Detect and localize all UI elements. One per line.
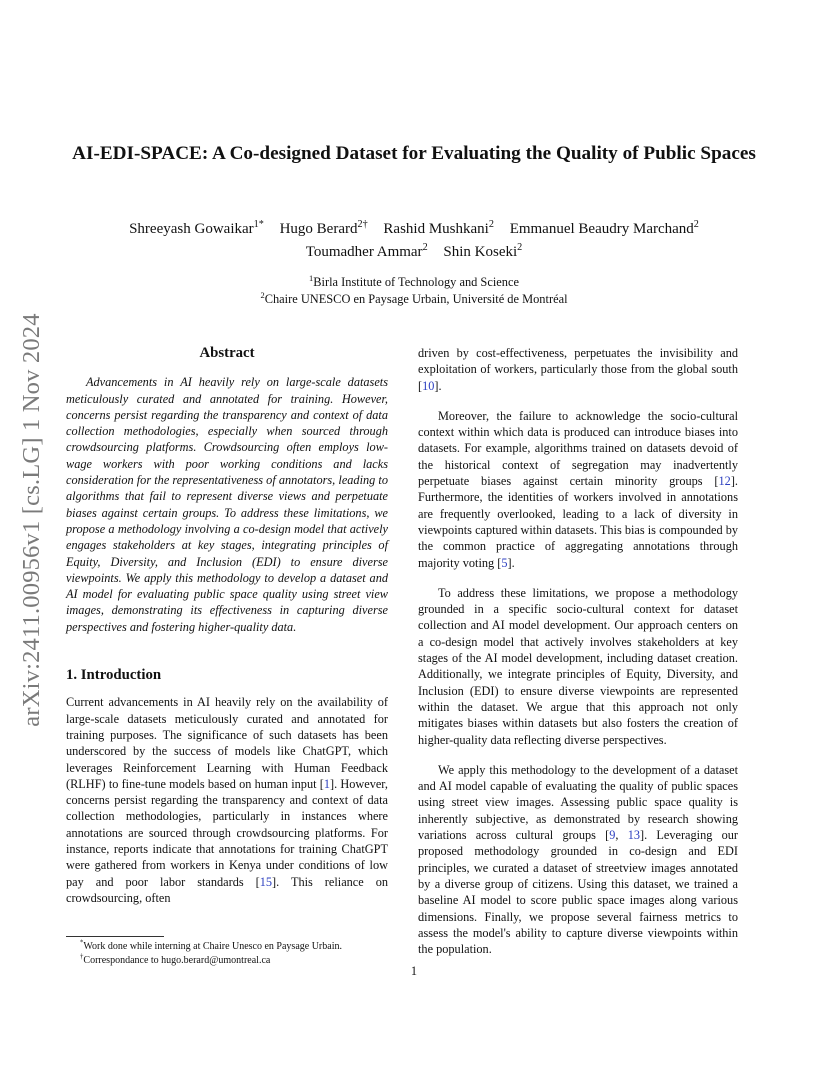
author-list: [70, 218, 758, 264]
citation-link[interactable]: 10: [422, 378, 435, 393]
author-affiliation-mark: 2: [693, 219, 699, 230]
author: [510, 221, 699, 237]
body-paragraph: To address these limitations, we propose a methodology grounded in a specific socio-cultural context for dataset collection and AI model development. Our approach centers on a co-design model that actively involves stakeholders at key stages of the AI model development, including dataset creation. Additionally, we integrate principles of Equity, Diversity, and Inclusion (EDI) to ensure diverse viewpoints are represented within the dataset. We argue that this approach not only mitigates biases within datasets but also fosters the creation of higher-quality data reflecting diverse perspectives.: [418, 585, 738, 747]
citation-link[interactable]: 9: [609, 828, 616, 843]
author-name: Emmanuel Beaudry Marchand: [509, 221, 694, 237]
introduction-heading: 1. Introduction: [66, 667, 162, 684]
affiliation: [70, 274, 758, 291]
abstract-text: Advancements in AI heavily rely on large-scale datasets meticulously curated and annotated for training. However, concerns persist regarding the transparency and context of data collection methodologies, especially when sourced through crowdsourcing platforms. Crowdsourcing often employs low-wage workers with poor working conditions and lacks consideration for the representativeness of annotators, leading to algorithms that fail to represent diverse views and perpetuate biases against certain groups. To address these limitations, we propose a methodology involving a co-design model that actively engages stakeholders at key stages, integrating principles of Equity, Diversity, and Inclusion (EDI) to ensure diverse viewpoints. We apply this methodology to develop a dataset and AI model for evaluating public space quality using street view images, demonstrating its effectiveness in capturing diverse perspectives and fostering higher-quality data.: [66, 375, 388, 634]
body-paragraph: [418, 345, 738, 394]
footnote-mark: †: [80, 953, 84, 961]
author-name: Shin Koseki: [443, 244, 518, 260]
paragraph-text: ,: [615, 828, 628, 843]
author-affiliation-mark: 2: [488, 219, 494, 230]
paragraph-text: ].: [434, 378, 442, 393]
body-paragraph: [418, 408, 738, 571]
citation-link[interactable]: 15: [259, 874, 273, 889]
paragraph-text: ]. Furthermore, the identities of workers involved in annotations are frequently overlooked, leading to a lack of diversity in viewpoints captured within datasets. This bias is compounded by the common practice of aggregating annotations through majority voting [: [418, 474, 738, 570]
footnote-text: Work done while interning at Chaire Unesco en Paysage Urbain.: [83, 941, 342, 952]
affiliation: [70, 291, 758, 308]
affiliation-list: [70, 274, 758, 308]
author-affiliation-mark: 2: [422, 242, 428, 253]
author: [443, 244, 522, 260]
author: [129, 221, 264, 237]
right-column: [418, 345, 738, 971]
footnotes: [80, 940, 400, 967]
citation-link[interactable]: 13: [627, 828, 640, 843]
paragraph-text: ].: [507, 555, 515, 570]
author-affiliation-mark: 1*: [253, 219, 264, 230]
affiliation-text: Chaire UNESCO en Paysage Urbain, Université de Montréal: [264, 292, 568, 306]
paragraph-text: ]. However, concerns persist regarding the transparency and context of data collection methodologies, particularly in instances where annotations are sourced through crowdsourcing platforms. For instance, reports indicate that annotations for training ChatGPT were gathered from workers in Kenya under conditions of low pay and poor labor standards [: [66, 776, 388, 889]
paper-title: AI-EDI-SPACE: A Co-designed Dataset for Evaluating the Quality of Public Spaces: [72, 143, 756, 164]
paragraph-text: Moreover, the failure to acknowledge the socio-cultural context within which data is produced can introduce biases into datasets. For example, algorithms trained on datasets devoid of the historical context of segregation may inadvertently perpetuate biases against certain minority groups [: [418, 408, 738, 489]
abstract-heading: Abstract: [199, 345, 255, 361]
paragraph-text: driven by cost-effectiveness, perpetuates the invisibility and exploitation of workers, particularly those from the global south [: [418, 346, 738, 393]
author-name: Hugo Berard: [279, 221, 358, 237]
author-affiliation-mark: 2†: [357, 219, 368, 230]
affiliation-text: Birla Institute of Technology and Science: [313, 275, 519, 289]
paragraph-text: ]. This reliance on crowdsourcing, often: [66, 874, 388, 905]
footnote: [80, 940, 400, 954]
citation-link[interactable]: 12: [718, 474, 731, 489]
arxiv-identifier: arXiv:2411.00956v1 [cs.LG] 1 Nov 2024: [18, 313, 45, 727]
paragraph-text: Current advancements in AI heavily rely on the availability of large-scale datasets meticulously curated and annotated for training purposes. The significance of such datasets has been underscored by the success of models like ChatGPT, which leverages Reinforcement Learning with Human Feedback (RLHF) to fine-tune models based on human input [: [66, 695, 388, 791]
author: [280, 221, 368, 237]
author: [383, 221, 494, 237]
citation-link[interactable]: 5: [501, 555, 508, 570]
author-name: Rashid Mushkani: [383, 221, 489, 237]
author: [306, 244, 428, 260]
body-paragraph: [418, 762, 738, 958]
paragraph-text: ]. Leveraging our proposed methodology grounded in co-design and EDI principles, we curated a dataset of streetview images annotated by a diverse group of citizens. Using this dataset, we trained a baseline AI model to score public space images along various dimensions. Finally, we propose several fairness metrics to assess the model's ability to capture diverse viewpoints within the population.: [418, 828, 738, 957]
introduction-paragraph: [66, 694, 388, 906]
footnote-mark: *: [80, 939, 84, 947]
footnote-text: Correspondance to hugo.berard@umontreal.ca: [83, 954, 271, 966]
page-number: 1: [410, 964, 418, 978]
affiliation-mark: 1: [309, 272, 314, 283]
left-column: [66, 345, 388, 920]
affiliation-mark: 2: [260, 289, 265, 300]
author-affiliation-mark: 2: [517, 242, 523, 253]
author-name: Shreeyash Gowaikar: [129, 221, 254, 237]
citation-link[interactable]: 1: [323, 776, 330, 791]
author-name: Toumadher Ammar: [305, 244, 423, 260]
paragraph-text: We apply this methodology to the development of a dataset and AI model capable of evaluating the quality of public spaces using street view images. Assessing public space quality is inherently subjective, as demonstrated by research showing variations across cultural groups [: [418, 762, 738, 843]
footnote-divider: [66, 936, 164, 937]
